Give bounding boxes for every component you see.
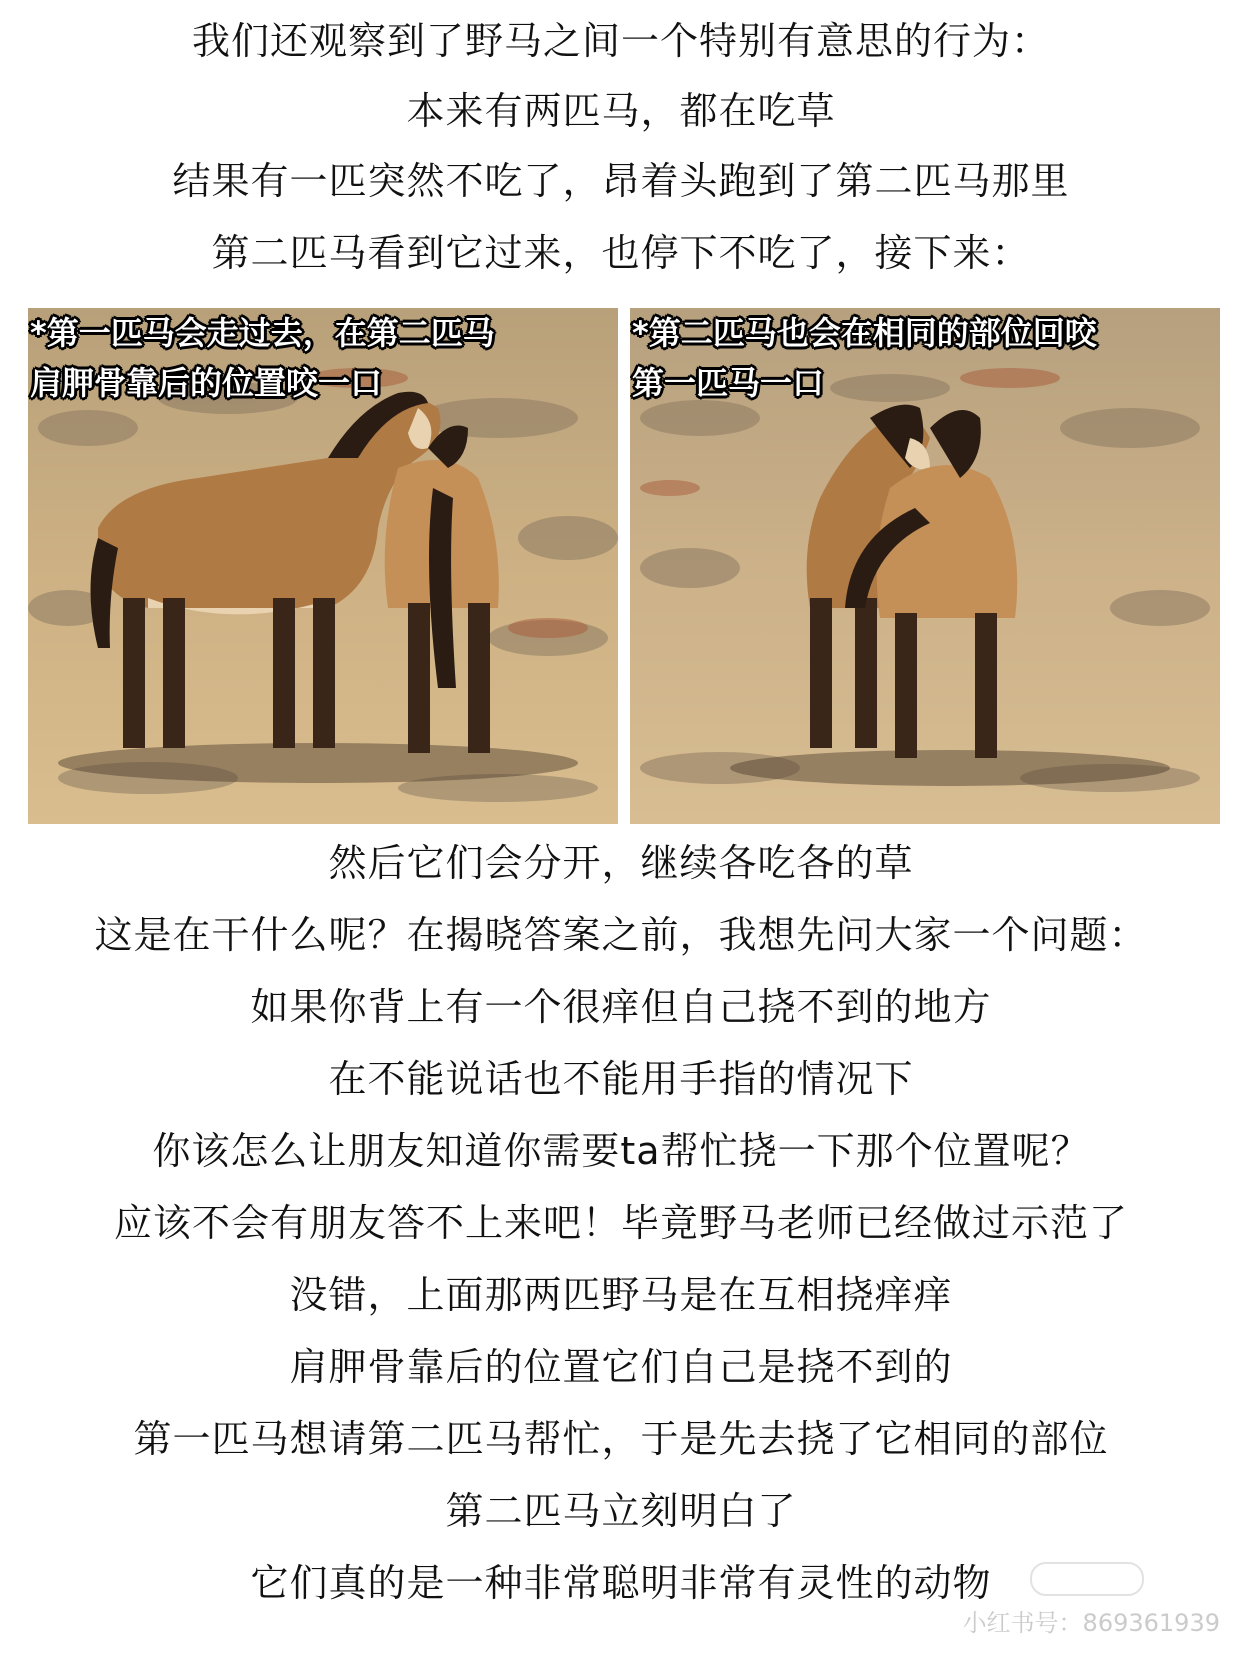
text-line-9: 你该怎么让朋友知道你需要ta帮忙挠一下那个位置呢？ xyxy=(152,1129,1090,1173)
text-line-3: 结果有一匹突然不吃了，昂着头跑到了第二匹马那里 xyxy=(172,159,1070,203)
text-line-2: 本来有两匹马，都在吃草 xyxy=(406,89,836,133)
text-line-6: 这是在干什么呢？在揭晓答案之前，我想先问大家一个问题： xyxy=(94,913,1148,957)
photo-horse-bite-1 xyxy=(28,308,618,824)
text-line-13: 第一匹马想请第二匹马帮忙，于是先去挠了它相同的部位 xyxy=(133,1417,1109,1461)
text-line-12: 肩胛骨靠后的位置它们自己是挠不到的 xyxy=(289,1345,953,1389)
caption-line: *第一匹马会走过去，在第二匹马 xyxy=(30,314,495,352)
text-line-14: 第二匹马立刻明白了 xyxy=(445,1489,797,1533)
text-line-5: 然后它们会分开，继续各吃各的草 xyxy=(328,841,914,885)
text-line-7: 如果你背上有一个很痒但自己挠不到的地方 xyxy=(250,985,992,1029)
watermark-logo-icon xyxy=(1030,1562,1144,1596)
photo-caption-2 xyxy=(632,308,1097,408)
watermark: 小红书号：869361939 xyxy=(962,1609,1220,1637)
caption-line: *第二匹马也会在相同的部位回咬 xyxy=(632,314,1097,352)
text-line-4: 第二匹马看到它过来，也停下不吃了，接下来： xyxy=(211,231,1031,275)
text-line-11: 没错，上面那两匹野马是在互相挠痒痒 xyxy=(289,1273,953,1317)
photo-caption-1 xyxy=(30,308,495,408)
text-line-1: 我们还观察到了野马之间一个特别有意思的行为： xyxy=(191,19,1050,63)
caption-line: 肩胛骨靠后的位置咬一口 xyxy=(30,364,383,402)
photo-horse-bite-2 xyxy=(630,308,1220,824)
text-line-15: 它们真的是一种非常聪明非常有灵性的动物 xyxy=(250,1561,992,1605)
caption-line: 第一匹马一口 xyxy=(632,364,825,402)
text-line-10: 应该不会有朋友答不上来吧！毕竟野马老师已经做过示范了 xyxy=(113,1201,1128,1245)
text-line-8: 在不能说话也不能用手指的情况下 xyxy=(328,1057,914,1101)
